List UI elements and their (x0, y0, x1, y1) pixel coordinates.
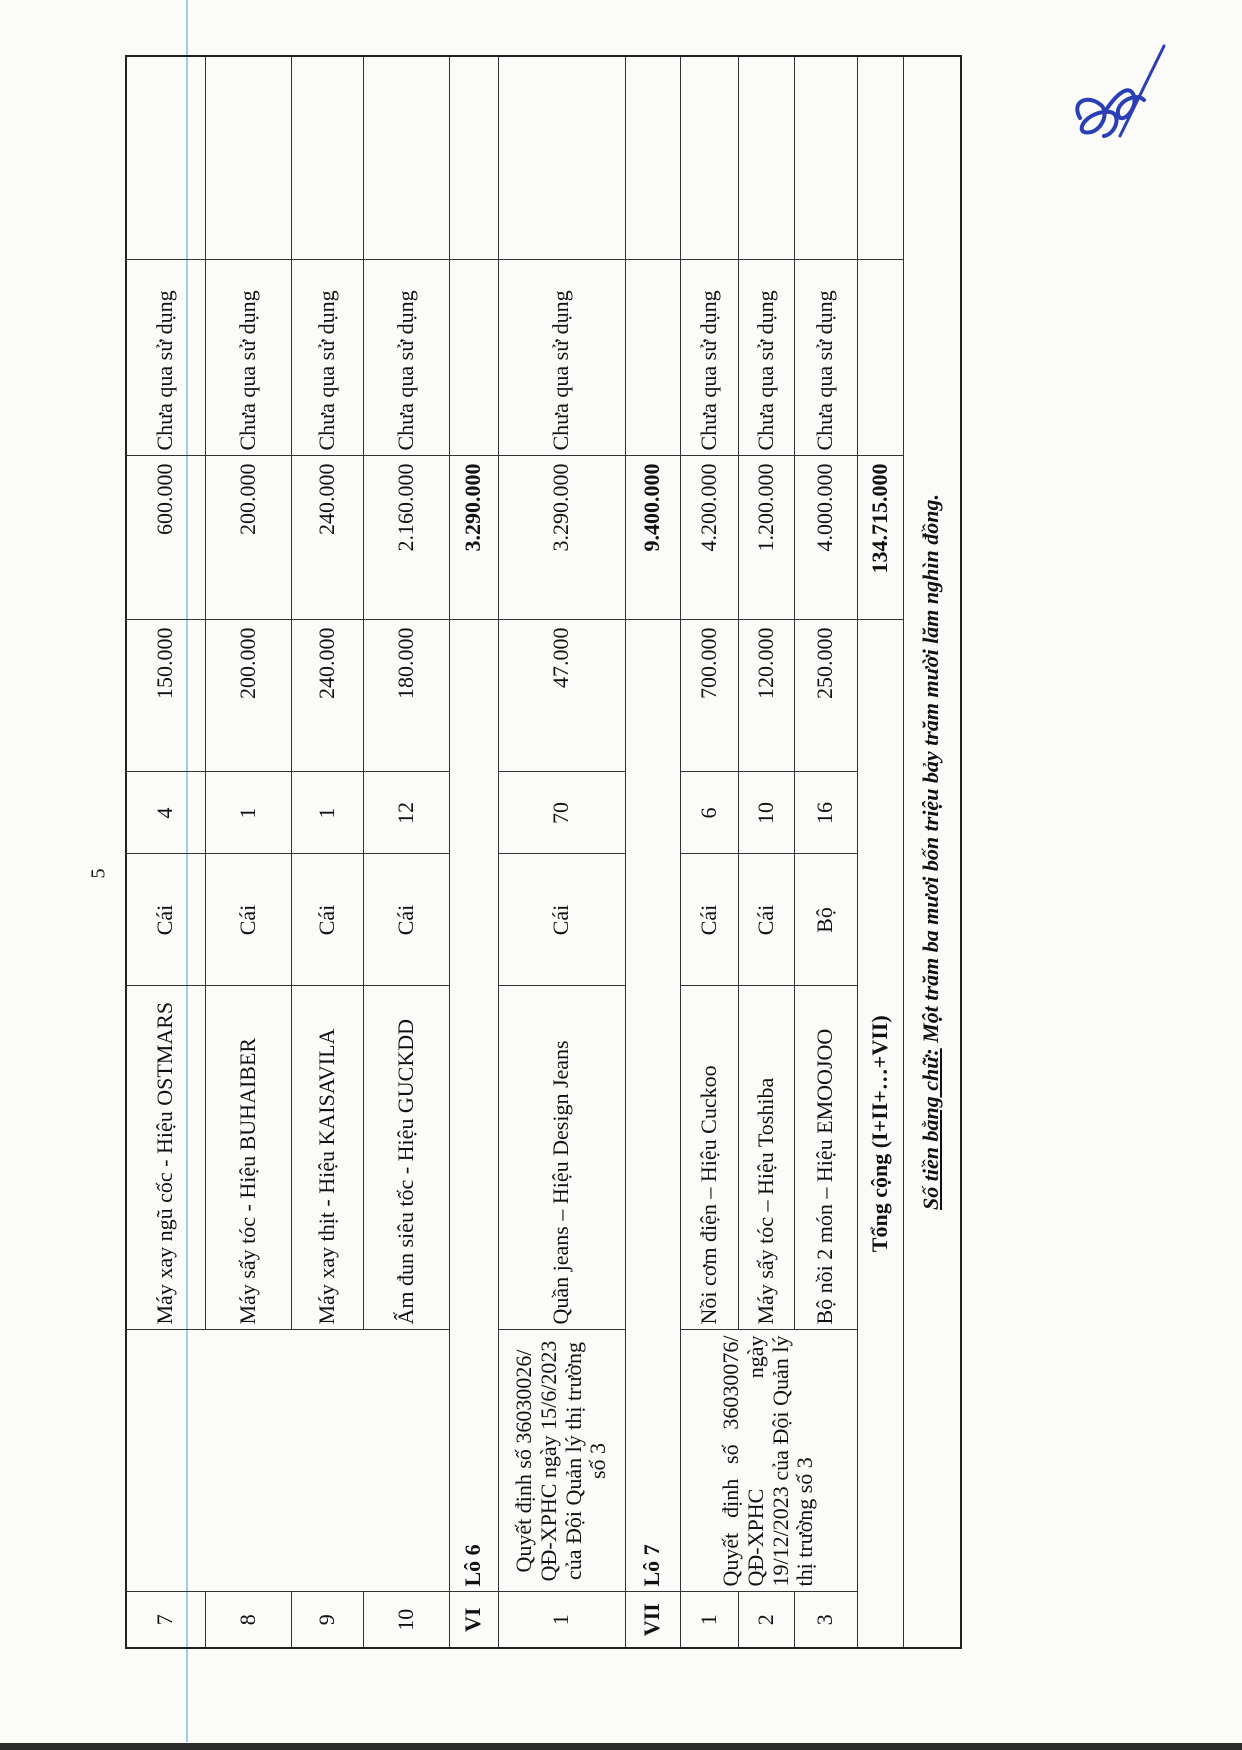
item-unit: Bộ (794, 854, 857, 986)
item-qty: 12 (363, 772, 449, 854)
item-name: Máy xay ngũ cốc - Hiệu OSTMARS (126, 986, 205, 1330)
page-number: 5 (87, 868, 110, 879)
scan-bottom-edge (0, 1743, 1242, 1750)
lot-roman: VII (625, 1592, 680, 1648)
item-status: Chưa qua sử dụng (680, 260, 738, 456)
note-cell (291, 56, 363, 260)
row-stt: 2 (738, 1592, 794, 1648)
item-status: Chưa qua sử dụng (126, 260, 205, 456)
item-name: Máy sấy tóc - Hiệu BUHAIBER (205, 986, 291, 1330)
item-status: Chưa qua sử dụng (498, 260, 625, 456)
item-price: 150.000 (126, 620, 205, 772)
item-status: Chưa qua sử dụng (205, 260, 291, 456)
row-stt: 3 (794, 1592, 857, 1648)
lot-label: Lô 7 (625, 620, 680, 1592)
item-price: 700.000 (680, 620, 738, 772)
item-qty: 4 (126, 772, 205, 854)
item-name: Quần jeans – Hiệu Design Jeans (498, 986, 625, 1330)
item-price: 180.000 (363, 620, 449, 772)
row-stt: 7 (126, 1592, 205, 1648)
lot-label: Lô 6 (449, 620, 498, 1592)
grand-total-label: Tổng cộng (I+II+…+VII) (857, 620, 903, 1648)
item-qty: 1 (291, 772, 363, 854)
item-price: 250.000 (794, 620, 857, 772)
item-qty: 16 (794, 772, 857, 854)
item-name: Bộ nồi 2 món – Hiệu EMOOJOO (794, 986, 857, 1330)
amount-in-words-row (903, 56, 961, 1648)
row-stt: 8 (205, 1592, 291, 1648)
grand-total-row (857, 56, 903, 1648)
grand-total-amount: 134.715.000 (857, 456, 903, 620)
item-status: Chưa qua sử dụng (363, 260, 449, 456)
decision-cell (126, 1330, 449, 1592)
item-unit: Cái (126, 854, 205, 986)
inventory-table (125, 55, 962, 1649)
item-amount: 2.160.000 (363, 456, 449, 620)
table-row (498, 56, 625, 1648)
item-unit: Cái (738, 854, 794, 986)
lot-total: 9.400.000 (625, 456, 680, 620)
note-cell (126, 56, 205, 260)
signature-mark (1060, 40, 1170, 160)
lot-total: 3.290.000 (449, 456, 498, 620)
item-qty: 70 (498, 772, 625, 854)
decision-text: Quyết định số 36030026/ QĐ-XPHC ngày 15/6/2023 của Đội Quản lý thị trường số 3 (498, 1330, 625, 1592)
row-stt: 9 (291, 1592, 363, 1648)
item-name: Nồi cơm điện – Hiệu Cuckoo (680, 986, 738, 1330)
item-qty: 1 (205, 772, 291, 854)
item-amount: 4.000.000 (794, 456, 857, 620)
item-amount: 200.000 (205, 456, 291, 620)
item-qty: 10 (738, 772, 794, 854)
row-stt: 1 (498, 1592, 625, 1648)
item-status: Chưa qua sử dụng (291, 260, 363, 456)
item-name: Máy sấy tóc – Hiệu Toshiba (738, 986, 794, 1330)
item-status: Chưa qua sử dụng (794, 260, 857, 456)
item-unit: Cái (205, 854, 291, 986)
lot-header-row (449, 56, 498, 1648)
item-status: Chưa qua sử dụng (738, 260, 794, 456)
item-unit: Cái (498, 854, 625, 986)
item-unit: Cái (680, 854, 738, 986)
table-row (680, 56, 738, 1648)
note-cell (205, 56, 291, 260)
item-amount: 600.000 (126, 456, 205, 620)
decision-text: Quyết định số 36030076/ QĐ-XPHC ngày 19/12/2023 của Đội Quản lý thị trường số 3 (680, 1330, 857, 1592)
item-amount: 240.000 (291, 456, 363, 620)
amount-in-words (903, 56, 961, 1648)
inventory-table-sheet (125, 57, 1045, 1649)
lot-roman: VI (449, 1592, 498, 1648)
amount-in-words-text: Một trăm ba mươi bốn triệu bảy trăm mười lăm nghìn đồng. (918, 494, 944, 1043)
lot-header-row (625, 56, 680, 1648)
note-cell (498, 56, 625, 260)
item-unit: Cái (291, 854, 363, 986)
item-price: 120.000 (738, 620, 794, 772)
item-amount: 3.290.000 (498, 456, 625, 620)
item-price: 47.000 (498, 620, 625, 772)
item-name: Máy xay thịt - Hiệu KAISAVILA (291, 986, 363, 1330)
item-qty: 6 (680, 772, 738, 854)
note-cell (363, 56, 449, 260)
note-cell (680, 56, 738, 260)
item-name: Ấm đun siêu tốc - Hiệu GUCKDD (363, 986, 449, 1330)
item-unit: Cái (363, 854, 449, 986)
row-stt: 10 (363, 1592, 449, 1648)
row-stt: 1 (680, 1592, 738, 1648)
note-cell (738, 56, 794, 260)
item-amount: 1.200.000 (738, 456, 794, 620)
table-row (126, 56, 205, 1648)
note-cell (794, 56, 857, 260)
item-amount: 4.200.000 (680, 456, 738, 620)
item-price: 240.000 (291, 620, 363, 772)
item-price: 200.000 (205, 620, 291, 772)
amount-in-words-label: Số tiền bằng chữ: (918, 1048, 944, 1210)
